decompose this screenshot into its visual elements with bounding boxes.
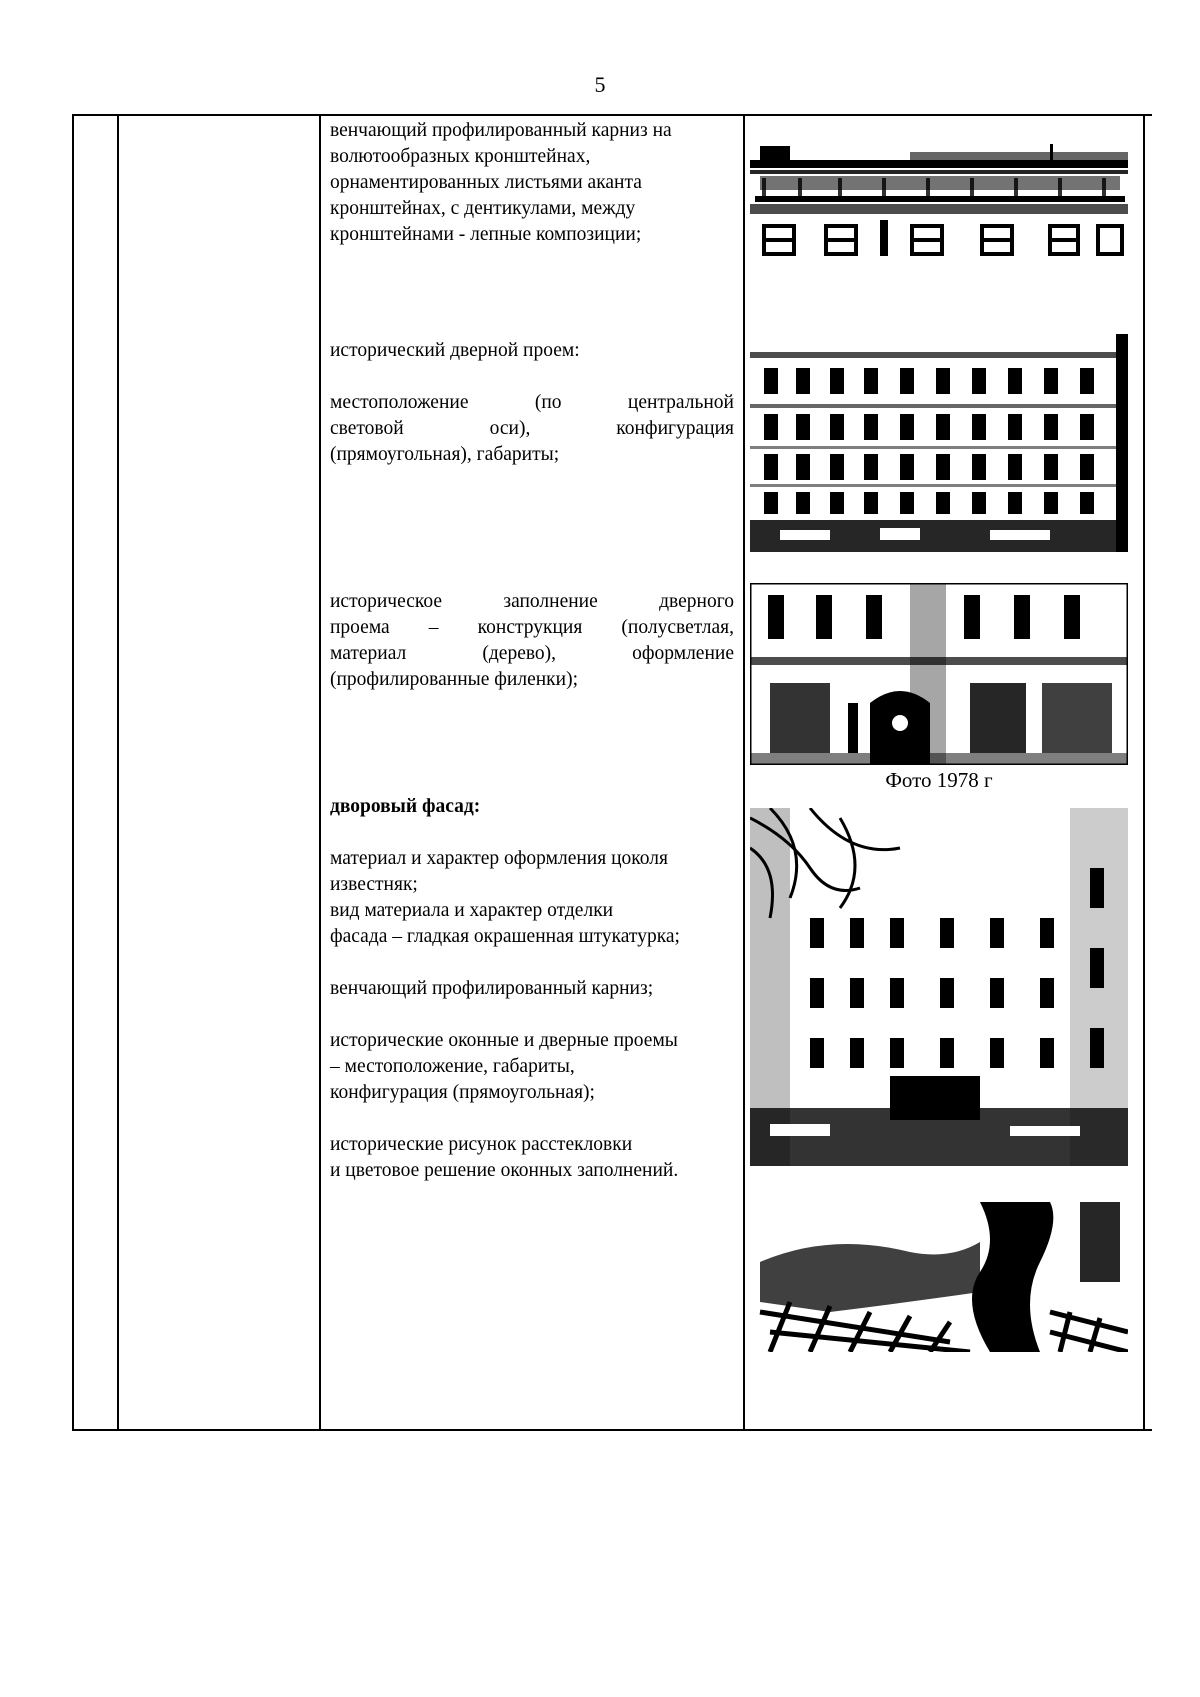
text-line: кронштейнах, с дентикулами, между [330,198,636,219]
column-border-1 [72,114,74,1431]
text-line: световой оси), конфигурация [330,418,734,439]
text-line: и цветовое решение оконных заполнений. [330,1160,679,1181]
column-border-4 [743,114,745,1431]
door-opening-description [330,338,734,468]
text-line: – местоположение, габариты, [330,1056,575,1077]
text-line: фасада – гладкая окрашенная штукатурка; [330,926,680,947]
section-title: исторический дверной проем: [330,340,580,361]
text-line: (прямоугольная), габариты; [330,444,560,465]
door-filling-description [330,589,734,693]
table-top-border [72,114,1152,116]
column-border-5 [1143,114,1145,1431]
text-line: (профилированные филенки); [330,669,578,690]
text-line: венчающий профилированный карниз на [330,120,672,141]
cornice-description [330,118,734,248]
text-line: венчающий профилированный карниз; [330,978,654,999]
table-bottom-border [72,1429,1152,1431]
text-line: проема – конструкция (полусветлая, [330,617,734,638]
courtyard-facade-description [330,794,734,1184]
courtyard-facade-photo [750,808,1128,1166]
text-line: волютообразных кронштейнах, [330,146,591,167]
text-line: конфигурация (прямоугольная); [330,1082,595,1103]
text-line: кронштейнами - лепные композиции; [330,224,642,245]
facade-1978-photo [750,583,1128,765]
column-border-2 [117,114,119,1431]
section-heading: дворовый фасад: [330,796,481,817]
text-line: местоположение (по центральной [330,392,734,413]
text-line: орнаментированных листьями аканта [330,172,642,193]
text-line: материал (дерево), оформление [330,643,734,664]
text-line: вид материала и характер отделки [330,900,614,921]
cornice-photo [750,138,1128,256]
photo-caption: Фото 1978 г [885,768,993,792]
text-line: исторические оконные и дверные проемы [330,1030,678,1051]
text-line: исторические рисунок расстекловки [330,1134,633,1155]
page-number: 5 [594,72,606,97]
text-line: материал и характер оформления цоколя [330,848,668,869]
text-line: известняк; [330,874,418,895]
courtyard-ground-photo [750,1202,1128,1352]
column-border-3 [319,114,321,1431]
street-facade-photo [750,334,1128,552]
text-line: историческое заполнение дверного [330,591,734,612]
